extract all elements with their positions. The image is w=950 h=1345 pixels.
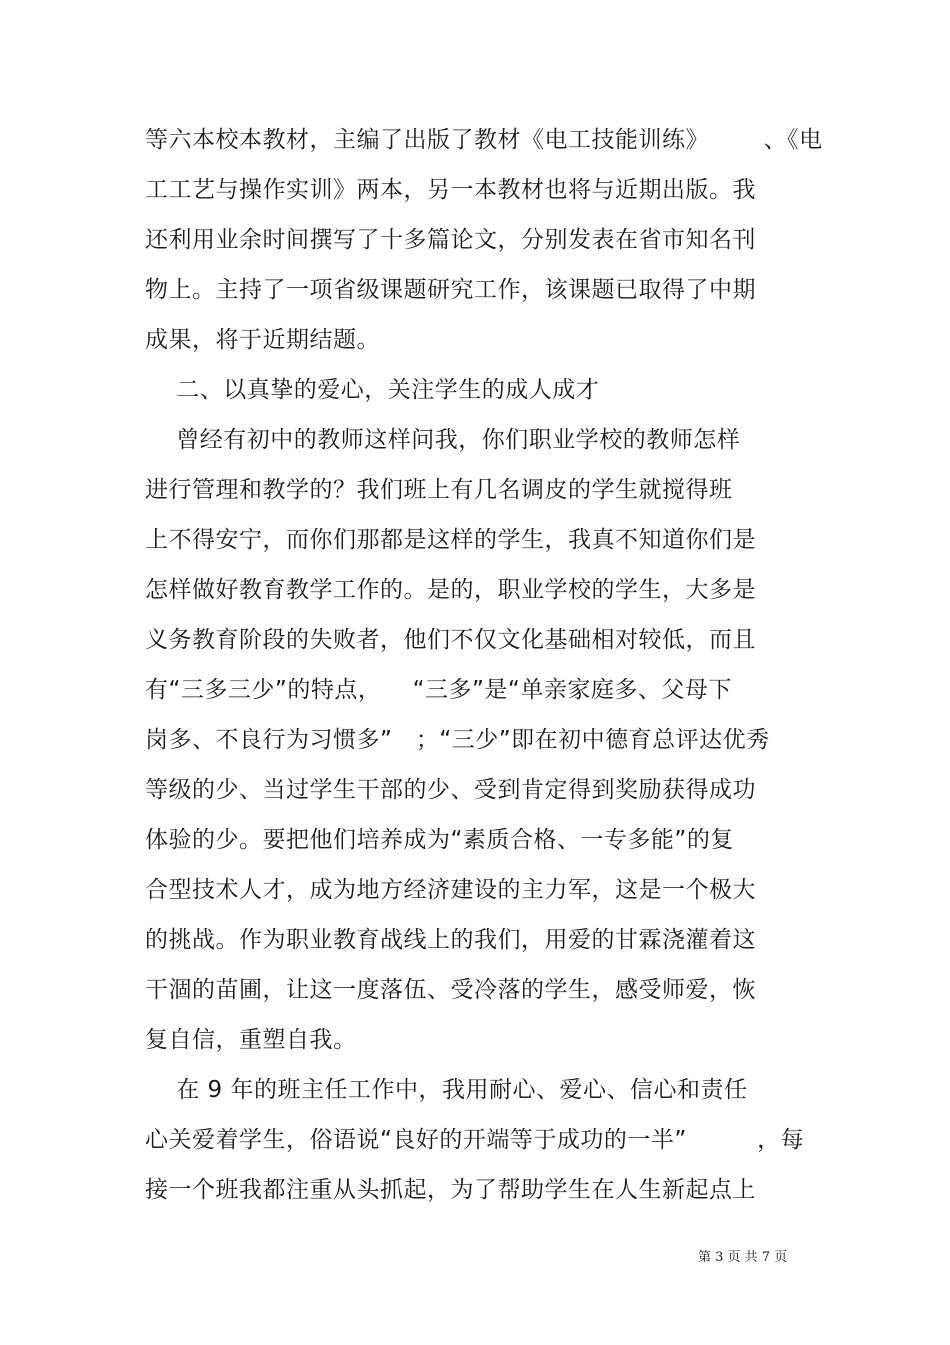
text-line: 合型技术人才，成为地方经济建设的主力军，这是一个极大 [145,877,756,903]
text-line: 体验的少。要把他们培养成为“素质合格、一专多能”的复 [145,827,734,853]
text-line: 岗多、不良行为习惯多” ；“三少”即在初中德育总评达优秀 [145,727,770,753]
text-line: 曾经有初中的教师这样问我，你们职业学校的教师怎样 [145,427,741,453]
text-line: 物上。主持了一项省级课题研究工作，该课题已取得了中期 [145,277,756,303]
text-line: 的挑战。作为职业教育战线上的我们，用爱的甘霖浇灌着这 [145,927,756,953]
text-line: 心关爱着学生，俗语说“良好的开端等于成功的一半” ，每 [145,1127,805,1153]
text-line: 义务教育阶段的失败者，他们不仅文化基础相对较低，而且 [145,627,756,653]
page-number-footer: 第 3 页 共 7 页 [698,1250,788,1265]
text-line: 成果，将于近期结题。 [145,327,380,353]
text-line: 在 9 年的班主任工作中，我用耐心、爱心、信心和责任 [145,1077,748,1103]
text-line: 等级的少、当过学生干部的少、受到肯定得到奖励获得成功 [145,777,756,803]
text-line: 接一个班我都注重从头抓起，为了帮助学生在人生新起点上 [145,1177,756,1203]
text-line: 上不得安宁，而你们那都是这样的学生，我真不知道你们是 [145,527,756,553]
text-line: 复自信，重塑自我。 [145,1027,357,1053]
text-line: 干涸的苗圃，让这一度落伍、受冷落的学生，感受师爱，恢 [145,977,756,1003]
text-line: 等六本校本教材，主编了出版了教材《电工技能训练》 、《电 [145,127,823,153]
text-line: 还利用业余时间撰写了十多篇论文，分别发表在省市知名刊 [145,227,756,253]
text-line: 工工艺与操作实训》两本，另一本教材也将与近期出版。我 [145,177,756,203]
section-heading: 二、以真挚的爱心，关注学生的成人成才 [145,377,600,403]
text-line: 进行管理和教学的？我们班上有几名调皮的学生就搅得班 [145,477,733,503]
text-line: 怎样做好教育教学工作的。是的，职业学校的学生，大多是 [145,577,756,603]
text-line: 有“三多三少”的特点， “三多”是“单亲家庭多、父母下 [145,677,732,703]
